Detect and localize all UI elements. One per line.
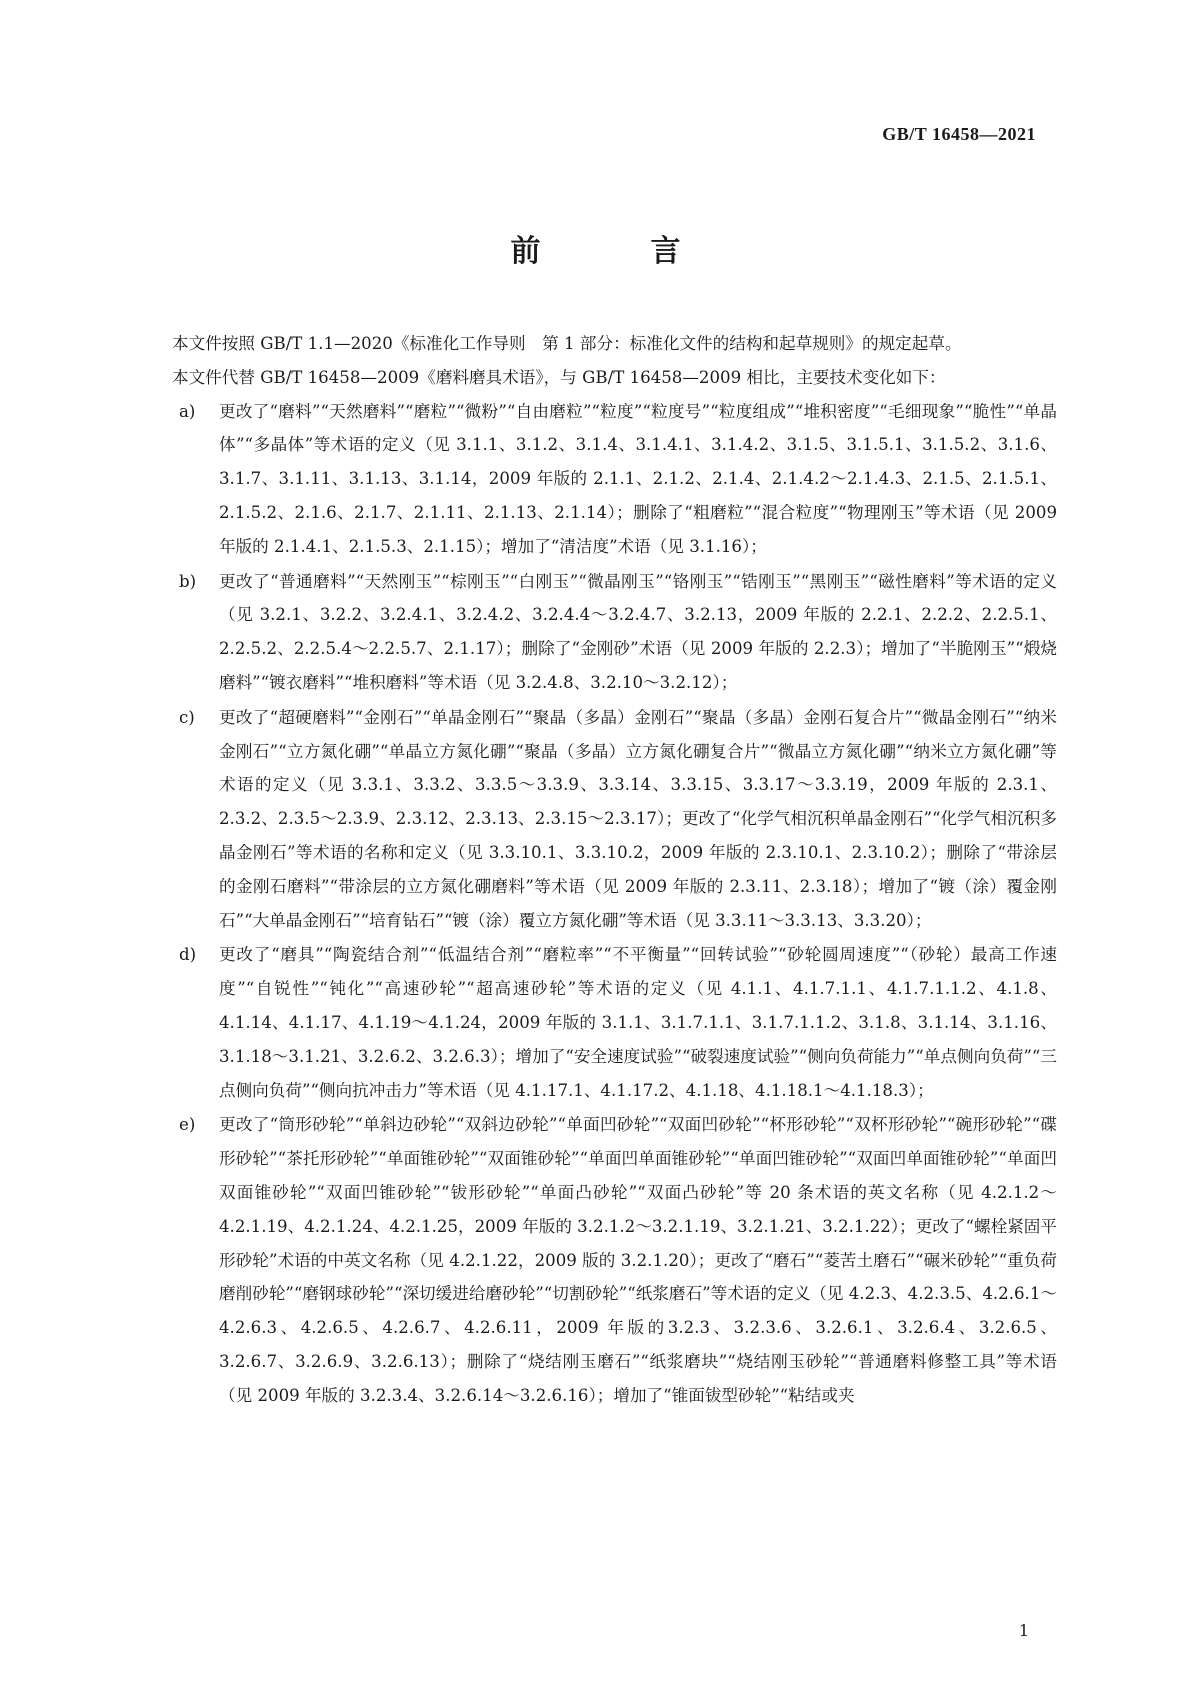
list-marker: d)	[179, 945, 197, 965]
list-item-change-c	[132, 701, 1057, 938]
list-item-text: 更改了“超硬磨料”“金刚石”“单晶金刚石”“聚晶（多晶）金刚石”“聚晶（多晶）金刚石复合片”“微晶金刚石”“纳米金刚石”“立方氮化硼”“单晶立方氮化硼”“聚晶（多晶）立方氮化硼复合片”“微晶立方氮化硼”“纳米立方氮化硼”等术语的定义（见 3.3.1、3.3.2、3.3.5～3.3.9、3.3.14、3.3.15、3.3.17～3.3.19，2009 年版的 2.3.1、2.3.2、2.3.5～2.3.9、2.3.12、2.3.13、2.3.15～2.3.17）；更改了“化学气相沉积单晶金刚石”“化学气相沉积多晶金刚石”等术语的名称和定义（见 3.3.10.1、3.3.10.2，2009 年版的 2.3.10.1、2.3.10.2）；删除了“带涂层的金刚石磨料”“带涂层的立方氮化硼磨料”等术语（见 2009 年版的 2.3.11、2.3.18）；增加了“镀（涂）覆金刚石”“大单晶金刚石”“培育钻石”“镀（涂）覆立方氮化硼”等术语（见 3.3.11～3.3.13、3.3.20）；	[219, 707, 1057, 930]
list-marker: e)	[179, 1115, 196, 1135]
list-item-change-d	[132, 938, 1057, 1107]
list-marker: b)	[179, 571, 197, 591]
page-title: 前 言	[510, 234, 721, 269]
intro-paragraph-replacement: 本文件代替 GB/T 16458—2009《磨料磨具术语》，与 GB/T 16458—2009 相比，主要技术变化如下：	[172, 367, 946, 387]
standard-code: GB/T 16458—2021	[882, 124, 1036, 144]
page-number: 1	[1018, 1621, 1029, 1640]
list-item-text: 更改了“筒形砂轮”“单斜边砂轮”“双斜边砂轮”“单面凹砂轮”“双面凹砂轮”“杯形砂轮”“双杯形砂轮”“碗形砂轮”“碟形砂轮”“茶托形砂轮”“单面锥砂轮”“双面锥砂轮”“单面凹单面锥砂轮”“单面凹锥砂轮”“双面凹单面锥砂轮”“单面凹双面锥砂轮”“双面凹锥砂轮”“钹形砂轮”“单面凸砂轮”“双面凸砂轮”等 20 条术语的英文名称（见 4.2.1.2～4.2.1.19、4.2.1.24、4.2.1.25，2009 年版的 3.2.1.2～3.2.1.19、3.2.1.21、3.2.1.22）；更改了“螺栓紧固平形砂轮”术语的中英文名称（见 4.2.1.22，2009 版的 3.2.1.20）；更改了“磨石”“菱苦土磨石”“碾米砂轮”“重负荷磨削砂轮”“磨钢球砂轮”“深切缓进给磨砂轮”“切割砂轮”“纸浆磨石”等术语的定义（见 4.2.3、4.2.3.5、4.2.6.1～4.2.6.3、4.2.6.5、4.2.6.7、4.2.6.11，2009 年版的3.2.3、3.2.3.6、3.2.6.1、3.2.6.4、3.2.6.5、3.2.6.7、3.2.6.9、3.2.6.13）；删除了“烧结刚玉磨石”“纸浆磨块”“烧结刚玉砂轮”“普通磨料修整工具”等术语（见 2009 年版的 3.2.3.4、3.2.6.14～3.2.6.16）；增加了“锥面钹型砂轮”“粘结或夹	[219, 1115, 1057, 1405]
list-item-change-b	[132, 565, 1057, 700]
list-marker: a)	[179, 401, 196, 421]
list-item-change-a	[132, 395, 1057, 564]
list-item-text: 更改了“普通磨料”“天然刚玉”“棕刚玉”“白刚玉”“微晶刚玉”“铬刚玉”“锆刚玉”“黑刚玉”“磁性磨料”等术语的定义（见 3.2.1、3.2.2、3.2.4.1、3.2.4.2、3.2.4.4～3.2.4.7、3.2.13，2009 年版的 2.2.1、2.2.2、2.2.5.1、2.2.5.2、2.2.5.4～2.2.5.7、2.1.17）；删除了“金刚砂”术语（见 2009 年版的 2.2.3）；增加了“半脆刚玉”“煅烧磨料”“镀衣磨料”“堆积磨料”等术语（见 3.2.4.8、3.2.10～3.2.12）；	[219, 571, 1057, 692]
document-body	[132, 327, 1057, 1414]
list-item-change-e	[132, 1108, 1057, 1412]
list-item-text: 更改了“磨料”“天然磨料”“磨粒”“微粉”“自由磨粒”“粒度”“粒度号”“粒度组成”“堆积密度”“毛细现象”“脆性”“单晶体”“多晶体”等术语的定义（见 3.1.1、3.1.2、3.1.4、3.1.4.1、3.1.4.2、3.1.5、3.1.5.1、3.1.5.2、3.1.6、3.1.7、3.1.11、3.1.13、3.1.14，2009 年版的 2.1.1、2.1.2、2.1.4、2.1.4.2～2.1.4.3、2.1.5、2.1.5.1、2.1.5.2、2.1.6、2.1.7、2.1.11、2.1.13、2.1.14）；删除了“粗磨粒”“混合粒度”“物理刚玉”等术语（见 2009 年版的 2.1.4.1、2.1.5.3、2.1.15）；增加了“清洁度”术语（见 3.1.16）；	[219, 401, 1057, 556]
list-marker: c)	[179, 707, 195, 727]
list-item-text: 更改了“磨具”“陶瓷结合剂”“低温结合剂”“磨粒率”“不平衡量”“回转试验”“砂轮圆周速度”“（砂轮）最高工作速度”“自锐性”“钝化”“高速砂轮”“超高速砂轮”等术语的定义（见 4.1.1、4.1.7.1.1、4.1.7.1.1.2、4.1.8、4.1.14、4.1.17、4.1.19～4.1.24，2009 年版的 3.1.1、3.1.7.1.1、3.1.7.1.1.2、3.1.8、3.1.14、3.1.16、3.1.18～3.1.21、3.2.6.2、3.2.6.3）；增加了“安全速度试验”“破裂速度试验”“侧向负荷能力”“单点侧向负荷”“三点侧向负荷”“侧向抗冲击力”等术语（见 4.1.17.1、4.1.17.2、4.1.18、4.1.18.1～4.1.18.3）；	[219, 945, 1057, 1100]
intro-paragraph-drafting-rules: 本文件按照 GB/T 1.1—2020《标准化工作导则 第 1 部分：标准化文件的结构和起草规则》的规定起草。	[172, 334, 962, 353]
